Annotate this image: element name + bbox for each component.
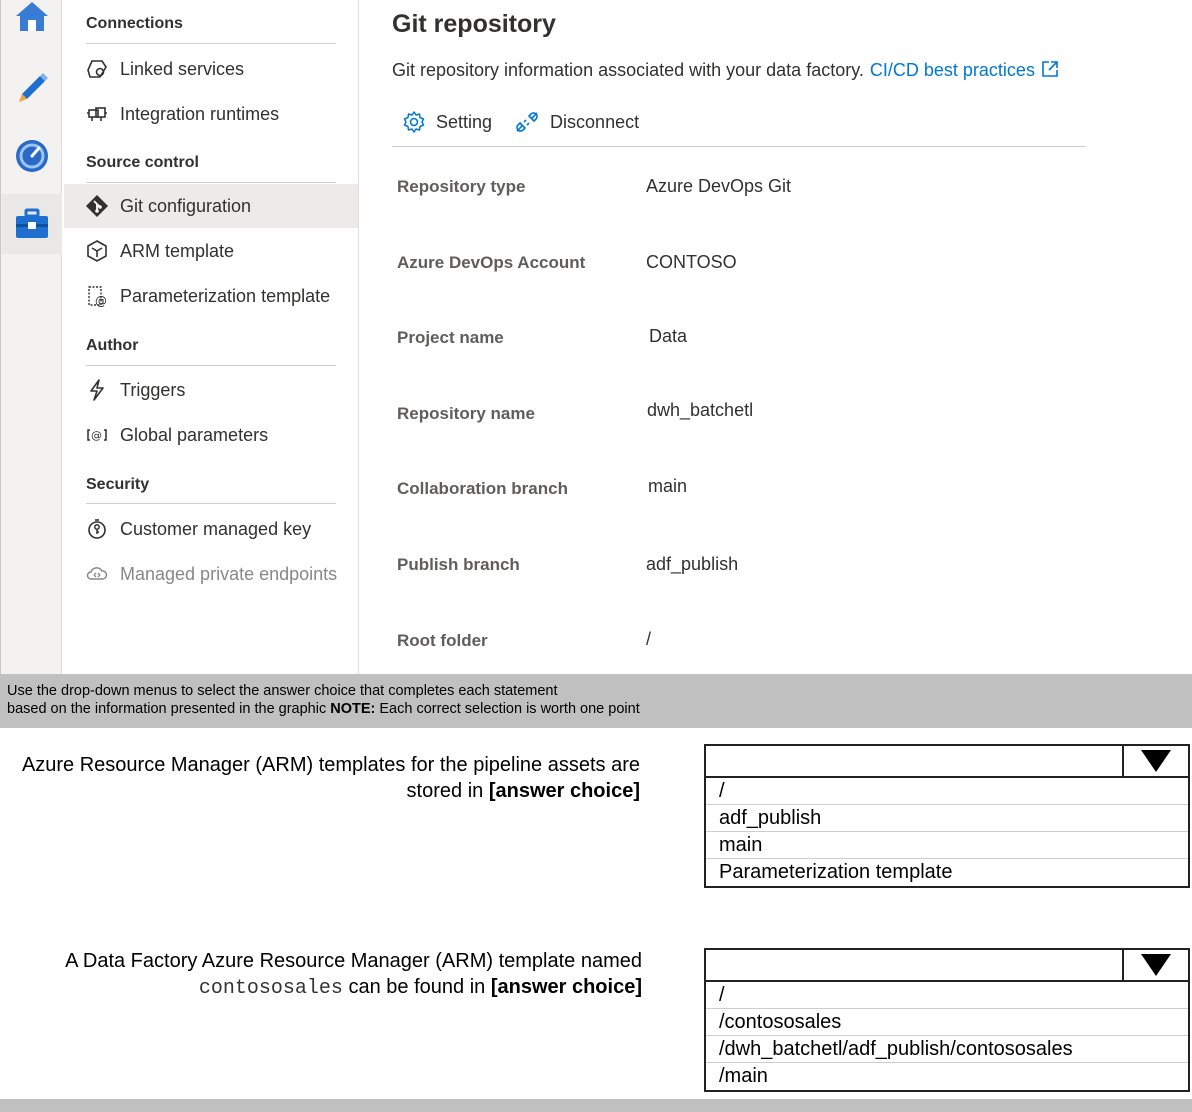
cicd-best-practices-link[interactable] — [870, 60, 1059, 80]
lightning-icon — [86, 379, 108, 401]
dropdown-option[interactable]: main — [706, 832, 1188, 859]
pencil-icon — [14, 68, 50, 104]
repository-type-value: Azure DevOps Git — [646, 176, 792, 196]
external-link-icon — [1041, 60, 1059, 78]
git-icon — [86, 195, 108, 217]
svg-text:@: @ — [95, 294, 107, 307]
nav-item-label: Managed private endpoints — [120, 563, 338, 584]
repository-type-label: Repository type — [397, 177, 526, 196]
cloud-endpoint-icon — [86, 563, 108, 585]
dropdown-option[interactable]: adf_publish — [706, 805, 1188, 832]
nav-item-parameterization-template[interactable] — [64, 274, 358, 318]
project-name-value: Data — [649, 326, 688, 346]
nav-section-connections: Connections — [86, 15, 183, 32]
dropdown-option[interactable]: /contososales — [706, 1009, 1188, 1036]
nav-item-label: ARM template — [120, 240, 235, 261]
question-2-line-2 — [65, 974, 642, 1002]
gear-icon — [402, 110, 426, 134]
dropdown-toggle[interactable] — [1122, 746, 1188, 776]
instructions-line-1: Use the drop-down menus to select the answer choice that completes each statement — [7, 683, 558, 699]
monitor-button[interactable] — [2, 128, 62, 184]
key-shield-icon — [86, 518, 108, 540]
question-1-text — [22, 752, 640, 804]
nav-item-label: Customer managed key — [120, 518, 312, 539]
description-text: Git repository information associated with your data factory. — [392, 60, 864, 80]
setting-label: Setting — [436, 111, 493, 132]
nav-item-linked-services[interactable] — [64, 47, 358, 91]
nav-section-author: Author — [86, 337, 139, 354]
manage-button[interactable] — [2, 194, 62, 254]
nav-item-git-configuration[interactable] — [64, 184, 358, 228]
global-parameter-icon — [86, 424, 108, 446]
nav-item-label: Integration runtimes — [120, 103, 280, 124]
nav-item-integration-runtimes[interactable] — [64, 92, 358, 136]
toolbar-divider — [392, 146, 1086, 147]
nav-divider — [86, 43, 336, 44]
question-2-suffix: can be found in — [348, 976, 486, 998]
toolbar — [402, 108, 661, 136]
question-2-dropdown[interactable] — [704, 948, 1190, 1092]
nav-item-triggers[interactable] — [64, 368, 358, 412]
nav-divider — [86, 365, 336, 366]
svg-text:@: @ — [91, 429, 102, 442]
note-text: Each correct selection is worth one point — [379, 701, 640, 717]
answer-placeholder: [answer choice] — [490, 976, 642, 998]
template-name-code: contososales — [198, 977, 343, 1000]
root-folder-value: / — [646, 629, 652, 649]
parameter-file-icon — [86, 285, 108, 307]
linked-services-icon — [86, 58, 108, 80]
publish-branch-value: adf_publish — [646, 554, 739, 574]
project-name-label: Project name — [397, 328, 504, 347]
dropdown-option[interactable]: /dwh_batchetl/adf_publish/contososales — [706, 1036, 1188, 1063]
left-rail — [0, 0, 62, 674]
nav-item-label: Global parameters — [120, 424, 269, 445]
nav-divider — [86, 503, 336, 504]
collaboration-branch-value: main — [648, 476, 688, 496]
repository-name-label: Repository name — [397, 404, 535, 423]
link-text: CI/CD best practices — [869, 60, 1035, 80]
toolbox-icon — [14, 207, 50, 241]
git-repository-panel — [392, 0, 1152, 674]
home-icon — [14, 0, 50, 33]
dropdown-option[interactable]: /main — [719, 1065, 768, 1087]
author-button[interactable] — [2, 58, 62, 114]
question-2-text — [65, 948, 642, 1002]
dropdown-header[interactable] — [706, 950, 1188, 982]
cube-icon — [86, 240, 108, 262]
dropdown-option[interactable]: / — [706, 982, 1188, 1009]
devops-account-value: CONTOSO — [646, 252, 737, 272]
integration-runtime-icon — [86, 103, 108, 125]
nav-section-security: Security — [86, 476, 150, 493]
dropdown-option[interactable]: Parameterization template — [719, 861, 953, 883]
instructions-line-2 — [7, 700, 1185, 718]
page-description — [392, 60, 1059, 81]
setting-button[interactable] — [402, 110, 492, 134]
devops-account-label: Azure DevOps Account — [397, 253, 586, 272]
instructions-bar — [0, 674, 1192, 728]
root-folder-label: Root folder — [397, 631, 488, 650]
gauge-icon — [14, 138, 50, 174]
disconnect-label: Disconnect — [550, 111, 640, 132]
publish-branch-label: Publish branch — [397, 555, 520, 574]
manage-nav — [64, 0, 359, 674]
repository-name-value: dwh_batchetl — [647, 400, 754, 420]
disconnect-button[interactable] — [514, 110, 639, 134]
note-label: NOTE: — [330, 701, 376, 717]
dropdown-option[interactable]: / — [706, 778, 1188, 805]
question-1-dropdown[interactable] — [704, 744, 1190, 888]
home-button[interactable] — [2, 0, 62, 44]
question-1-prefix: stored in — [406, 780, 484, 802]
dropdown-header[interactable] — [706, 746, 1188, 778]
nav-item-label: Parameterization template — [120, 285, 331, 306]
bottom-bar — [0, 1099, 1192, 1112]
question-2-line-1: A Data Factory Azure Resource Manager (ARM) template named — [65, 950, 642, 972]
nav-item-customer-managed-key[interactable] — [64, 507, 358, 551]
nav-item-managed-private-endpoints[interactable] — [64, 552, 358, 596]
answer-placeholder: [answer choice] — [488, 780, 640, 802]
disconnect-plug-icon — [514, 110, 540, 134]
dropdown-toggle[interactable] — [1122, 950, 1188, 980]
page-title: Git repository — [392, 10, 556, 38]
collaboration-branch-label: Collaboration branch — [397, 479, 568, 498]
nav-item-label: Linked services — [120, 58, 245, 79]
nav-item-label: Git configuration — [120, 195, 252, 216]
nav-divider — [86, 182, 336, 183]
nav-section-source-control: Source control — [86, 154, 199, 171]
triangle-down-icon — [1141, 750, 1171, 772]
question-1-line-2 — [22, 778, 640, 804]
instructions-text: based on the information presented in the graphic — [7, 701, 327, 717]
triangle-down-icon — [1141, 954, 1171, 976]
nav-item-global-parameters[interactable] — [64, 413, 358, 457]
nav-item-label: Triggers — [120, 379, 186, 400]
nav-item-arm-template[interactable] — [64, 229, 358, 273]
question-1-line-1: Azure Resource Manager (ARM) templates for the pipeline assets are — [21, 754, 640, 776]
